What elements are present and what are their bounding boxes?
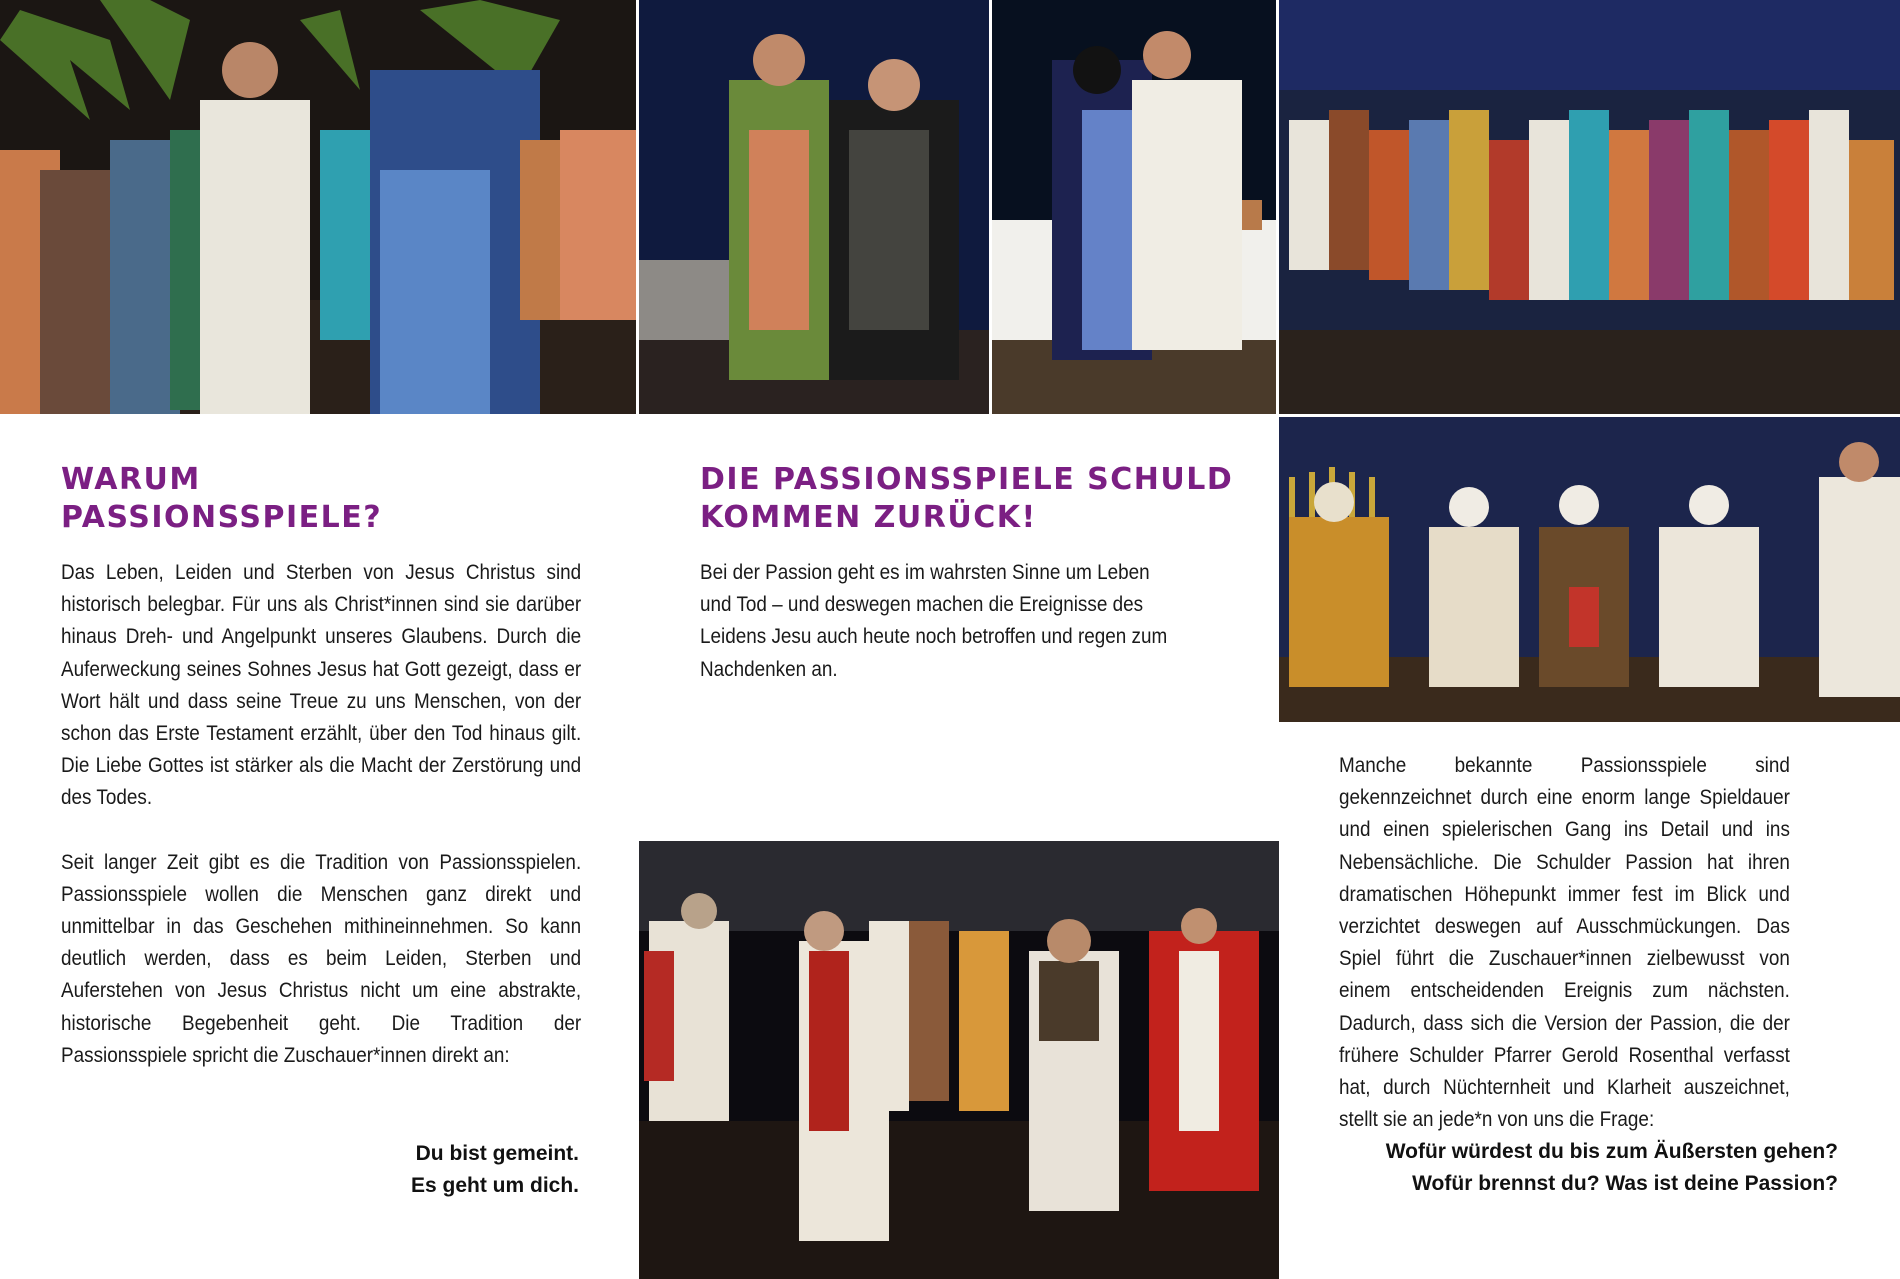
heading-warum-passionsspiele: WARUM PASSIONSSPIELE? (61, 462, 383, 535)
photo-council-scene (1279, 417, 1900, 722)
photo-ensemble-group (1279, 0, 1900, 414)
photo-two-men-talking (639, 0, 989, 414)
middle-body-text (700, 557, 1177, 686)
closing-es-geht-um-dich: Es geht um dich. (410, 1174, 579, 1197)
photo-roman-soldiers (639, 841, 1279, 1279)
left-paragraph-2: Seit langer Zeit gibt es die Tradition von Passionsspielen. Passionsspiele wollen die Menschen ganz direkt und unmittelbar in das Geschehen mithineinnehmen. So kann deutlich werden, dass es beim Leiden, Sterben und Auferstehen von Jesus Christus nicht um eine abstrakte, historische Begebenheit geht. Die Tradition der Passionsspiele spricht die Zuschauer*innen direkt an: (61, 850, 582, 1067)
left-closing-statement (411, 1138, 579, 1202)
closing-question-2: Wofür brennst du? Was ist deine Passion? (1412, 1172, 1838, 1195)
closing-question-1: Wofür würdest du bis zum Äußersten gehen? (1385, 1140, 1838, 1163)
right-paragraph: Manche bekannte Passionsspiele sind gekennzeichnet durch eine enorm lange Spieldauer und einen spielerischen Gang ins Detail und ins Nebensächliche. Die Schulder Passion hat ihren dramatischen Höhepunkt immer fest im Blick und verzichtet deswegen auf Ausschmückungen. Das Spiel führt die Zuschauer*innen zielbewusst von einem entscheidenden Ereignis zum nächsten. Dadurch, dass sich die Version der Passion, die der frühere Schulder Pfarrer Gerold Rosenthal verfasst hat, durch Nüchternheit und Klarheit auszeichnet, stellt sie an jede*n von uns die Frage: (1339, 754, 1790, 1132)
photo-jesus-and-mary (992, 0, 1276, 414)
left-body-text (61, 557, 581, 1072)
heading-passionsspiele-schuld: DIE PASSIONSSPIELE SCHULD KOMMEN ZURÜCK! (700, 462, 1234, 535)
photo-palm-procession (0, 0, 636, 414)
middle-paragraph: Bei der Passion geht es im wahrsten Sinne um Leben und Tod – und deswegen machen die Ereignisse des Leidens Jesu auch heute noch betroffen und regen zum Nachdenken an. (700, 561, 1168, 681)
closing-du-bist-gemeint: Du bist gemeint. (415, 1142, 579, 1165)
left-paragraph-1: Das Leben, Leiden und Sterben von Jesus Christus sind historisch belegbar. Für uns als Christ*innen sind sie darüber hinaus Dreh- und Angelpunkt unseres Glaubens. Durch die Auferweckung seines Sohnes Jesus hat Gott gezeigt, dass er Wort hält und dass seine Treue zu uns Menschen, von der schon das Erste Testament erzählt, über den Tod hinaus gilt. Die Liebe Gottes ist stärker als die Macht der Zerstörung und des Todes. (61, 561, 582, 810)
right-body-text (1339, 750, 1790, 1136)
right-closing-questions (1386, 1136, 1838, 1200)
